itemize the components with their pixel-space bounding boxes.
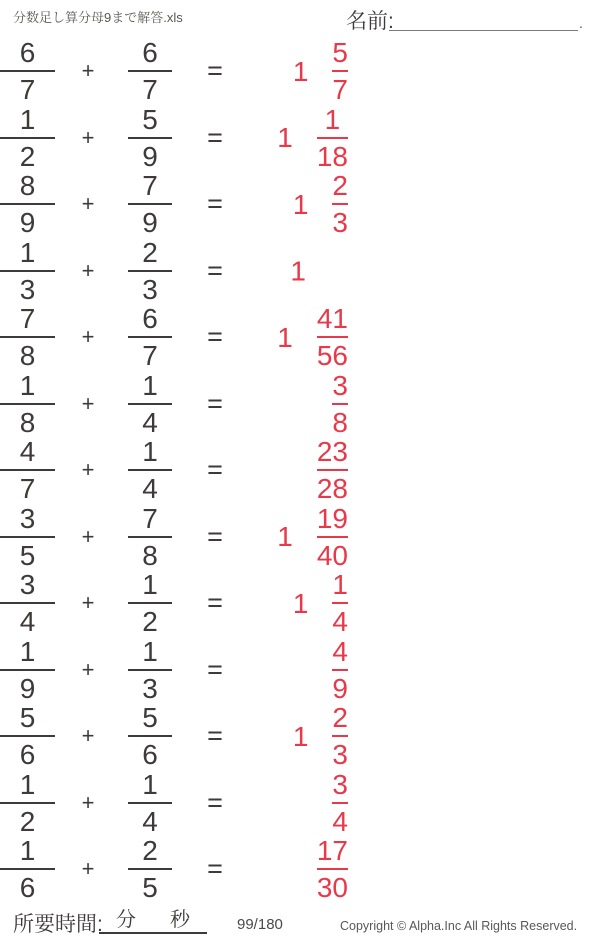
answer (277, 304, 366, 370)
fraction-denominator: 3 (142, 273, 158, 305)
plus-operator: + (81, 257, 95, 283)
plus-operator: + (81, 191, 95, 216)
fraction-numerator: 3 (332, 770, 348, 804)
answer-fraction (299, 437, 366, 503)
fraction-denominator: 2 (19, 805, 36, 837)
fraction-numerator: 2 (332, 171, 348, 205)
first-fraction (0, 504, 55, 570)
fraction-denominator: 3 (332, 739, 348, 770)
answer-whole-number: 1 (292, 188, 309, 220)
answer (314, 371, 366, 437)
first-fraction (0, 304, 55, 370)
problem-row (0, 238, 600, 304)
answer (314, 637, 366, 703)
equals-sign: = (207, 122, 223, 152)
plus-operator: + (81, 789, 95, 815)
fraction-numerator: 6 (128, 304, 172, 338)
equals-sign: = (207, 255, 223, 285)
first-fraction (0, 570, 55, 636)
answer (314, 770, 366, 836)
fraction-numerator: 4 (0, 437, 55, 471)
answer-whole-number: 1 (277, 122, 293, 153)
equals-sign: = (207, 55, 223, 86)
fraction-numerator: 1 (317, 105, 348, 139)
fraction-denominator: 4 (332, 606, 348, 637)
answer-whole-number: 1 (292, 587, 309, 619)
first-fraction (0, 171, 55, 237)
fraction-numerator: 1 (128, 371, 172, 405)
fraction-numerator: 1 (0, 770, 55, 804)
fraction-numerator: 2 (128, 836, 172, 870)
time-label: 所要時間: (13, 913, 103, 936)
first-fraction (0, 637, 55, 703)
answer-fraction (299, 105, 366, 171)
problem-row (0, 38, 600, 104)
fraction-denominator: 9 (19, 207, 36, 238)
second-fraction (128, 371, 172, 437)
second-fraction (128, 437, 172, 503)
plus-operator: + (81, 457, 95, 482)
fraction-denominator: 8 (19, 340, 36, 371)
answer-fraction (314, 637, 366, 703)
answer-fraction (314, 171, 366, 237)
fraction-numerator: 3 (0, 570, 55, 604)
fraction-numerator: 1 (128, 570, 172, 604)
equals-sign: = (207, 521, 223, 551)
fraction-denominator: 5 (142, 872, 158, 903)
fraction-numerator: 3 (0, 504, 55, 538)
second-fraction (128, 304, 172, 370)
fraction-numerator: 5 (332, 38, 348, 72)
equals-sign: = (207, 188, 223, 219)
fraction-denominator: 4 (142, 406, 158, 438)
fraction-denominator: 4 (19, 606, 36, 637)
answer-fraction (299, 504, 366, 570)
first-fraction (0, 437, 55, 503)
equals-sign: = (207, 787, 223, 817)
plus-operator: + (81, 590, 95, 615)
second-fraction (128, 836, 172, 902)
fraction-numerator: 1 (0, 836, 55, 870)
answer-whole-number: 1 (292, 720, 309, 752)
answer-whole-number: 1 (292, 55, 309, 87)
equals-sign: = (207, 388, 223, 418)
fraction-numerator: 1 (0, 637, 55, 671)
second-fraction (128, 105, 172, 171)
fraction-denominator: 7 (142, 340, 158, 371)
fraction-denominator: 7 (19, 473, 36, 504)
worksheet-title: 分数足し算分母9まで解答.xls (13, 10, 183, 25)
fraction-numerator: 1 (128, 770, 172, 804)
fraction-denominator: 2 (19, 140, 36, 172)
second-fraction (128, 703, 172, 769)
fraction-numerator: 4 (332, 637, 348, 671)
fraction-denominator: 8 (332, 406, 348, 438)
fraction-numerator: 19 (317, 504, 348, 538)
fraction-denominator: 28 (316, 473, 348, 504)
page-number: 99/180 (237, 916, 283, 933)
equals-sign: = (207, 853, 223, 884)
fraction-denominator: 6 (142, 739, 158, 770)
fraction-denominator: 56 (316, 340, 348, 371)
fraction-denominator: 3 (142, 672, 158, 704)
answer (299, 836, 366, 902)
answer-fraction (314, 570, 366, 636)
fraction-numerator: 23 (317, 437, 348, 471)
fraction-numerator: 7 (0, 304, 55, 338)
answer-whole-number: 1 (277, 521, 293, 552)
plus-operator: + (81, 58, 95, 83)
fraction-numerator: 1 (0, 105, 55, 139)
fraction-numerator: 1 (0, 238, 55, 272)
equals-sign: = (207, 454, 223, 485)
fraction-numerator: 17 (317, 836, 348, 870)
fraction-numerator: 6 (0, 38, 55, 72)
problem-row (0, 770, 600, 836)
equals-sign: = (207, 321, 223, 352)
answer (293, 171, 366, 237)
fraction-denominator: 8 (142, 539, 158, 571)
fraction-numerator: 5 (128, 105, 172, 139)
fraction-numerator: 5 (0, 703, 55, 737)
fraction-denominator: 4 (332, 805, 348, 837)
fraction-denominator: 8 (19, 406, 36, 438)
name-line-period: . (579, 15, 583, 31)
fraction-numerator: 7 (128, 504, 172, 538)
second-fraction (128, 171, 172, 237)
fraction-denominator: 40 (316, 539, 348, 571)
fraction-denominator: 9 (142, 207, 158, 238)
fraction-numerator: 1 (128, 637, 172, 671)
time-line (99, 906, 207, 934)
copyright: Copyright © Alpha.Inc All Rights Reserved. (340, 919, 578, 933)
answer (290, 256, 366, 285)
answer-fraction (314, 371, 366, 437)
name-line (389, 12, 578, 31)
problem-row (0, 570, 600, 636)
first-fraction (0, 105, 55, 171)
answer-fraction (314, 770, 366, 836)
fraction-denominator: 18 (316, 140, 348, 172)
fraction-denominator: 7 (19, 74, 36, 105)
fraction-numerator: 41 (317, 304, 348, 338)
problem-row (0, 836, 600, 902)
equals-sign: = (207, 654, 223, 684)
plus-operator: + (81, 523, 95, 549)
first-fraction (0, 770, 55, 836)
fraction-denominator: 9 (19, 672, 36, 704)
first-fraction (0, 703, 55, 769)
answer (293, 703, 366, 769)
fraction-numerator: 7 (128, 171, 172, 205)
fraction-numerator: 8 (0, 171, 55, 205)
problem-row (0, 437, 600, 503)
fraction-denominator: 9 (332, 672, 348, 704)
second-fraction (128, 770, 172, 836)
answer (277, 105, 366, 171)
fraction-denominator: 3 (332, 207, 348, 238)
name-label: 名前: (346, 10, 394, 33)
fraction-denominator: 7 (332, 74, 348, 105)
equals-sign: = (207, 587, 223, 618)
answer-fraction (299, 836, 366, 902)
answer-fraction-spacer (312, 270, 366, 271)
answer (299, 437, 366, 503)
fraction-numerator: 1 (332, 570, 348, 604)
answer-whole-number: 1 (277, 321, 293, 353)
plus-operator: + (81, 723, 95, 748)
plus-operator: + (81, 390, 95, 416)
answer-fraction (299, 304, 366, 370)
problem-row (0, 371, 600, 437)
fraction-denominator: 7 (142, 74, 158, 105)
answer-fraction (314, 703, 366, 769)
first-fraction (0, 371, 55, 437)
fraction-denominator: 6 (19, 739, 36, 770)
plus-operator: + (81, 656, 95, 682)
problem-row (0, 304, 600, 370)
fraction-denominator: 30 (316, 872, 348, 903)
fraction-denominator: 5 (19, 539, 36, 571)
first-fraction (0, 836, 55, 902)
fraction-numerator: 6 (128, 38, 172, 72)
fraction-denominator: 3 (19, 273, 36, 305)
answer (293, 570, 366, 636)
second-fraction (128, 38, 172, 104)
seconds-label: 秒 (170, 909, 190, 931)
second-fraction (128, 238, 172, 304)
fraction-denominator: 4 (142, 473, 158, 504)
fraction-numerator: 1 (128, 437, 172, 471)
fraction-denominator: 4 (142, 805, 158, 837)
fraction-denominator: 6 (19, 872, 36, 903)
fraction-denominator: 2 (142, 606, 158, 637)
answer (277, 504, 366, 570)
answer-whole-number: 1 (290, 255, 306, 286)
minutes-label: 分 (116, 909, 136, 931)
fraction-numerator: 1 (0, 371, 55, 405)
plus-operator: + (81, 856, 95, 881)
problem-row (0, 637, 600, 703)
fraction-numerator: 2 (332, 703, 348, 737)
second-fraction (128, 504, 172, 570)
second-fraction (128, 570, 172, 636)
problem-row (0, 504, 600, 570)
fraction-numerator: 5 (128, 703, 172, 737)
fraction-numerator: 2 (128, 238, 172, 272)
fraction-denominator: 9 (142, 140, 158, 172)
answer (293, 38, 366, 104)
answer-fraction (314, 38, 366, 104)
equals-sign: = (207, 720, 223, 751)
problem-row (0, 171, 600, 237)
plus-operator: + (81, 324, 95, 349)
first-fraction (0, 38, 55, 104)
first-fraction (0, 238, 55, 304)
problem-row (0, 105, 600, 171)
plus-operator: + (81, 124, 95, 150)
second-fraction (128, 637, 172, 703)
problem-row (0, 703, 600, 769)
fraction-numerator: 3 (332, 371, 348, 405)
